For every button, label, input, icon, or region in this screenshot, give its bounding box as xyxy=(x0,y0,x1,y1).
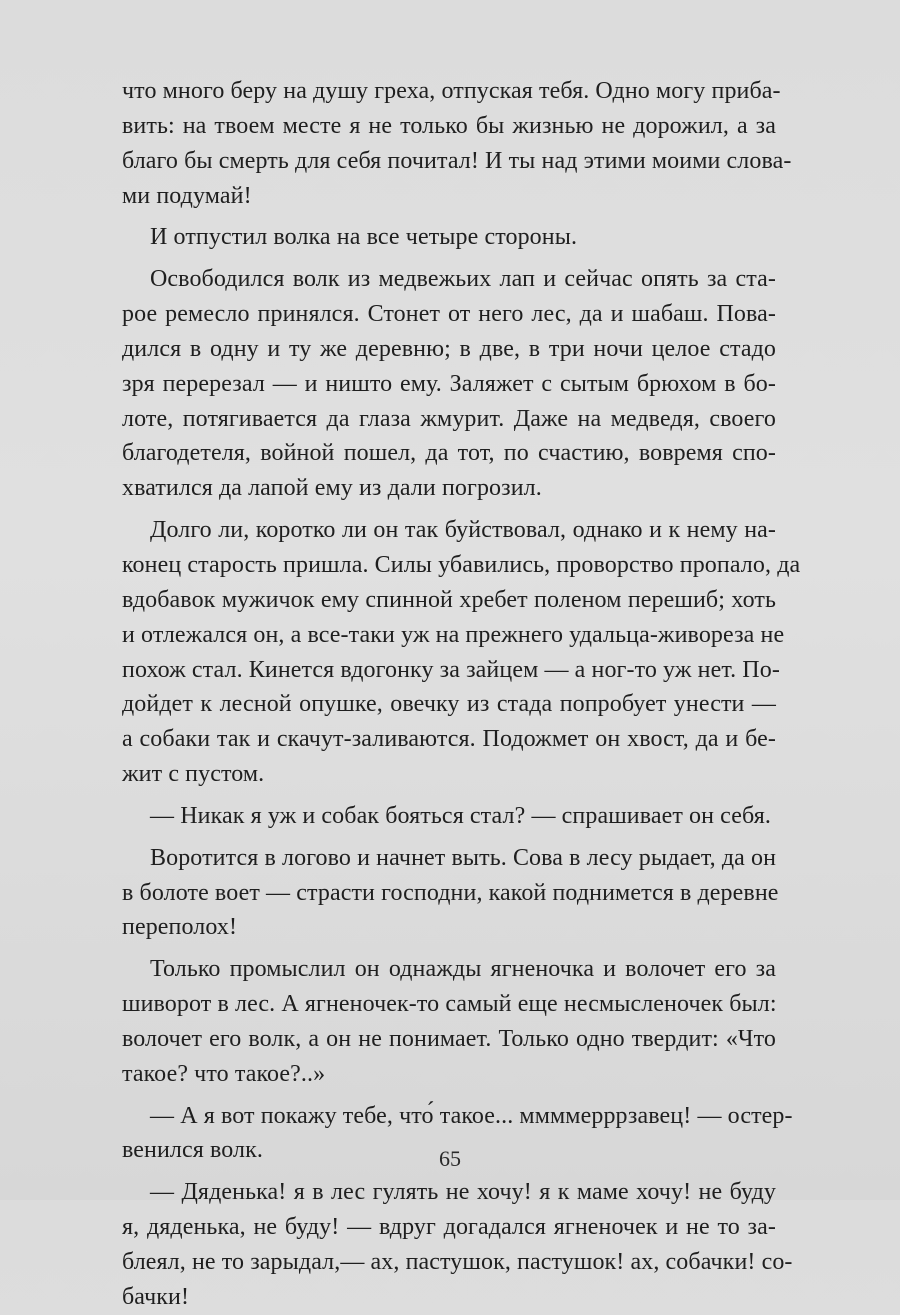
text-line: волочет его волк, а он не понимает. Только одно твердит: «Что xyxy=(122,1025,776,1052)
dialogue-line: — А я вот покажу тебе, что́ такое... ммммерррзавец! — остер- xyxy=(150,1102,793,1129)
text-line: в болоте воет — страсти господни, какой поднимется в деревне xyxy=(122,879,779,906)
dialogue-line: — Дяденька! я в лес гулять не хочу! я к маме хочу! не буду xyxy=(150,1179,776,1206)
text-line: дился в одну и ту же деревню; в две, в три ночи целое стадо xyxy=(122,335,776,362)
text-line: рое ремесло принялся. Стонет от него лес, да и шабаш. Пова- xyxy=(122,301,776,328)
dialogue-line: — Никак я уж и собак бояться стал? — спрашивает он себя. xyxy=(150,802,771,829)
text-line: конец старость пришла. Силы убавились, проворство пропало, да xyxy=(122,551,801,578)
text-line: вдобавок мужичок ему спинной хребет поленом перешиб; хоть xyxy=(122,586,776,613)
text-line: ми подумай! xyxy=(122,182,252,209)
text-line: такое? что такое?..» xyxy=(122,1060,326,1087)
text-line: бачки! xyxy=(122,1283,190,1310)
paragraph-line: Освободился волк из медвежьих лап и сейчас опять за ста- xyxy=(150,266,776,293)
body-text xyxy=(122,74,801,1315)
paragraph-line: Долго ли, коротко ли он так буйствовал, однако и к нему на- xyxy=(150,517,776,544)
text-line: зря перерезал — и ништо ему. Заляжет с сытым брюхом в бо- xyxy=(122,370,776,397)
text-line: благо бы смерть для себя почитал! И ты над этими моими слова- xyxy=(122,147,792,174)
text-line: блеял, не то зарыдал,— ах, пастушок, пастушок! ах, собачки! со- xyxy=(122,1249,793,1275)
text-line: а собаки так и скачут-заливаются. Подожмет он хвост, да и бе- xyxy=(122,726,776,753)
text-line: лоте, потягивается да глаза жмурит. Даже на медведя, своего xyxy=(122,405,776,432)
paragraph-line: И отпустил волка на все четыре стороны. xyxy=(150,224,578,251)
text-line: благодетеля, войной пошел, да тот, по счастию, вовремя спо- xyxy=(122,440,776,467)
text-line: хватился да лапой ему из дали погрозил. xyxy=(122,475,542,502)
text-line: я, дяденька, не буду! — вдруг догадался ягненочек и не то за- xyxy=(122,1214,776,1241)
text-line: жит с пустом. xyxy=(122,761,265,788)
paragraph-line: Только промыслил он однажды ягненочка и волочет его за xyxy=(150,956,776,983)
text-line: венился волк. xyxy=(122,1137,263,1164)
paragraph-line: Воротится в логово и начнет выть. Сова в лесу рыдает, да он xyxy=(150,844,777,871)
text-line: шиворот в лес. А ягненочек-то самый еще несмысленочек был: xyxy=(122,991,777,1018)
text-line: переполох! xyxy=(122,914,238,941)
text-line: вить: на твоем месте я не только бы жизнью не дорожил, а за xyxy=(122,112,776,139)
text-line: что много беру на душу греха, отпуская тебя. Одно могу приба- xyxy=(122,78,781,104)
text-line: дойдет к лесной опушке, овечку из стада попробует унести — xyxy=(122,691,776,718)
text-line: и отлежался он, а все-таки уж на прежнего удальца-живореза не xyxy=(122,621,785,648)
text-line: похож стал. Кинется вдогонку за зайцем — а ног-то уж нет. По- xyxy=(122,656,780,683)
page-number: 65 xyxy=(439,1146,461,1171)
